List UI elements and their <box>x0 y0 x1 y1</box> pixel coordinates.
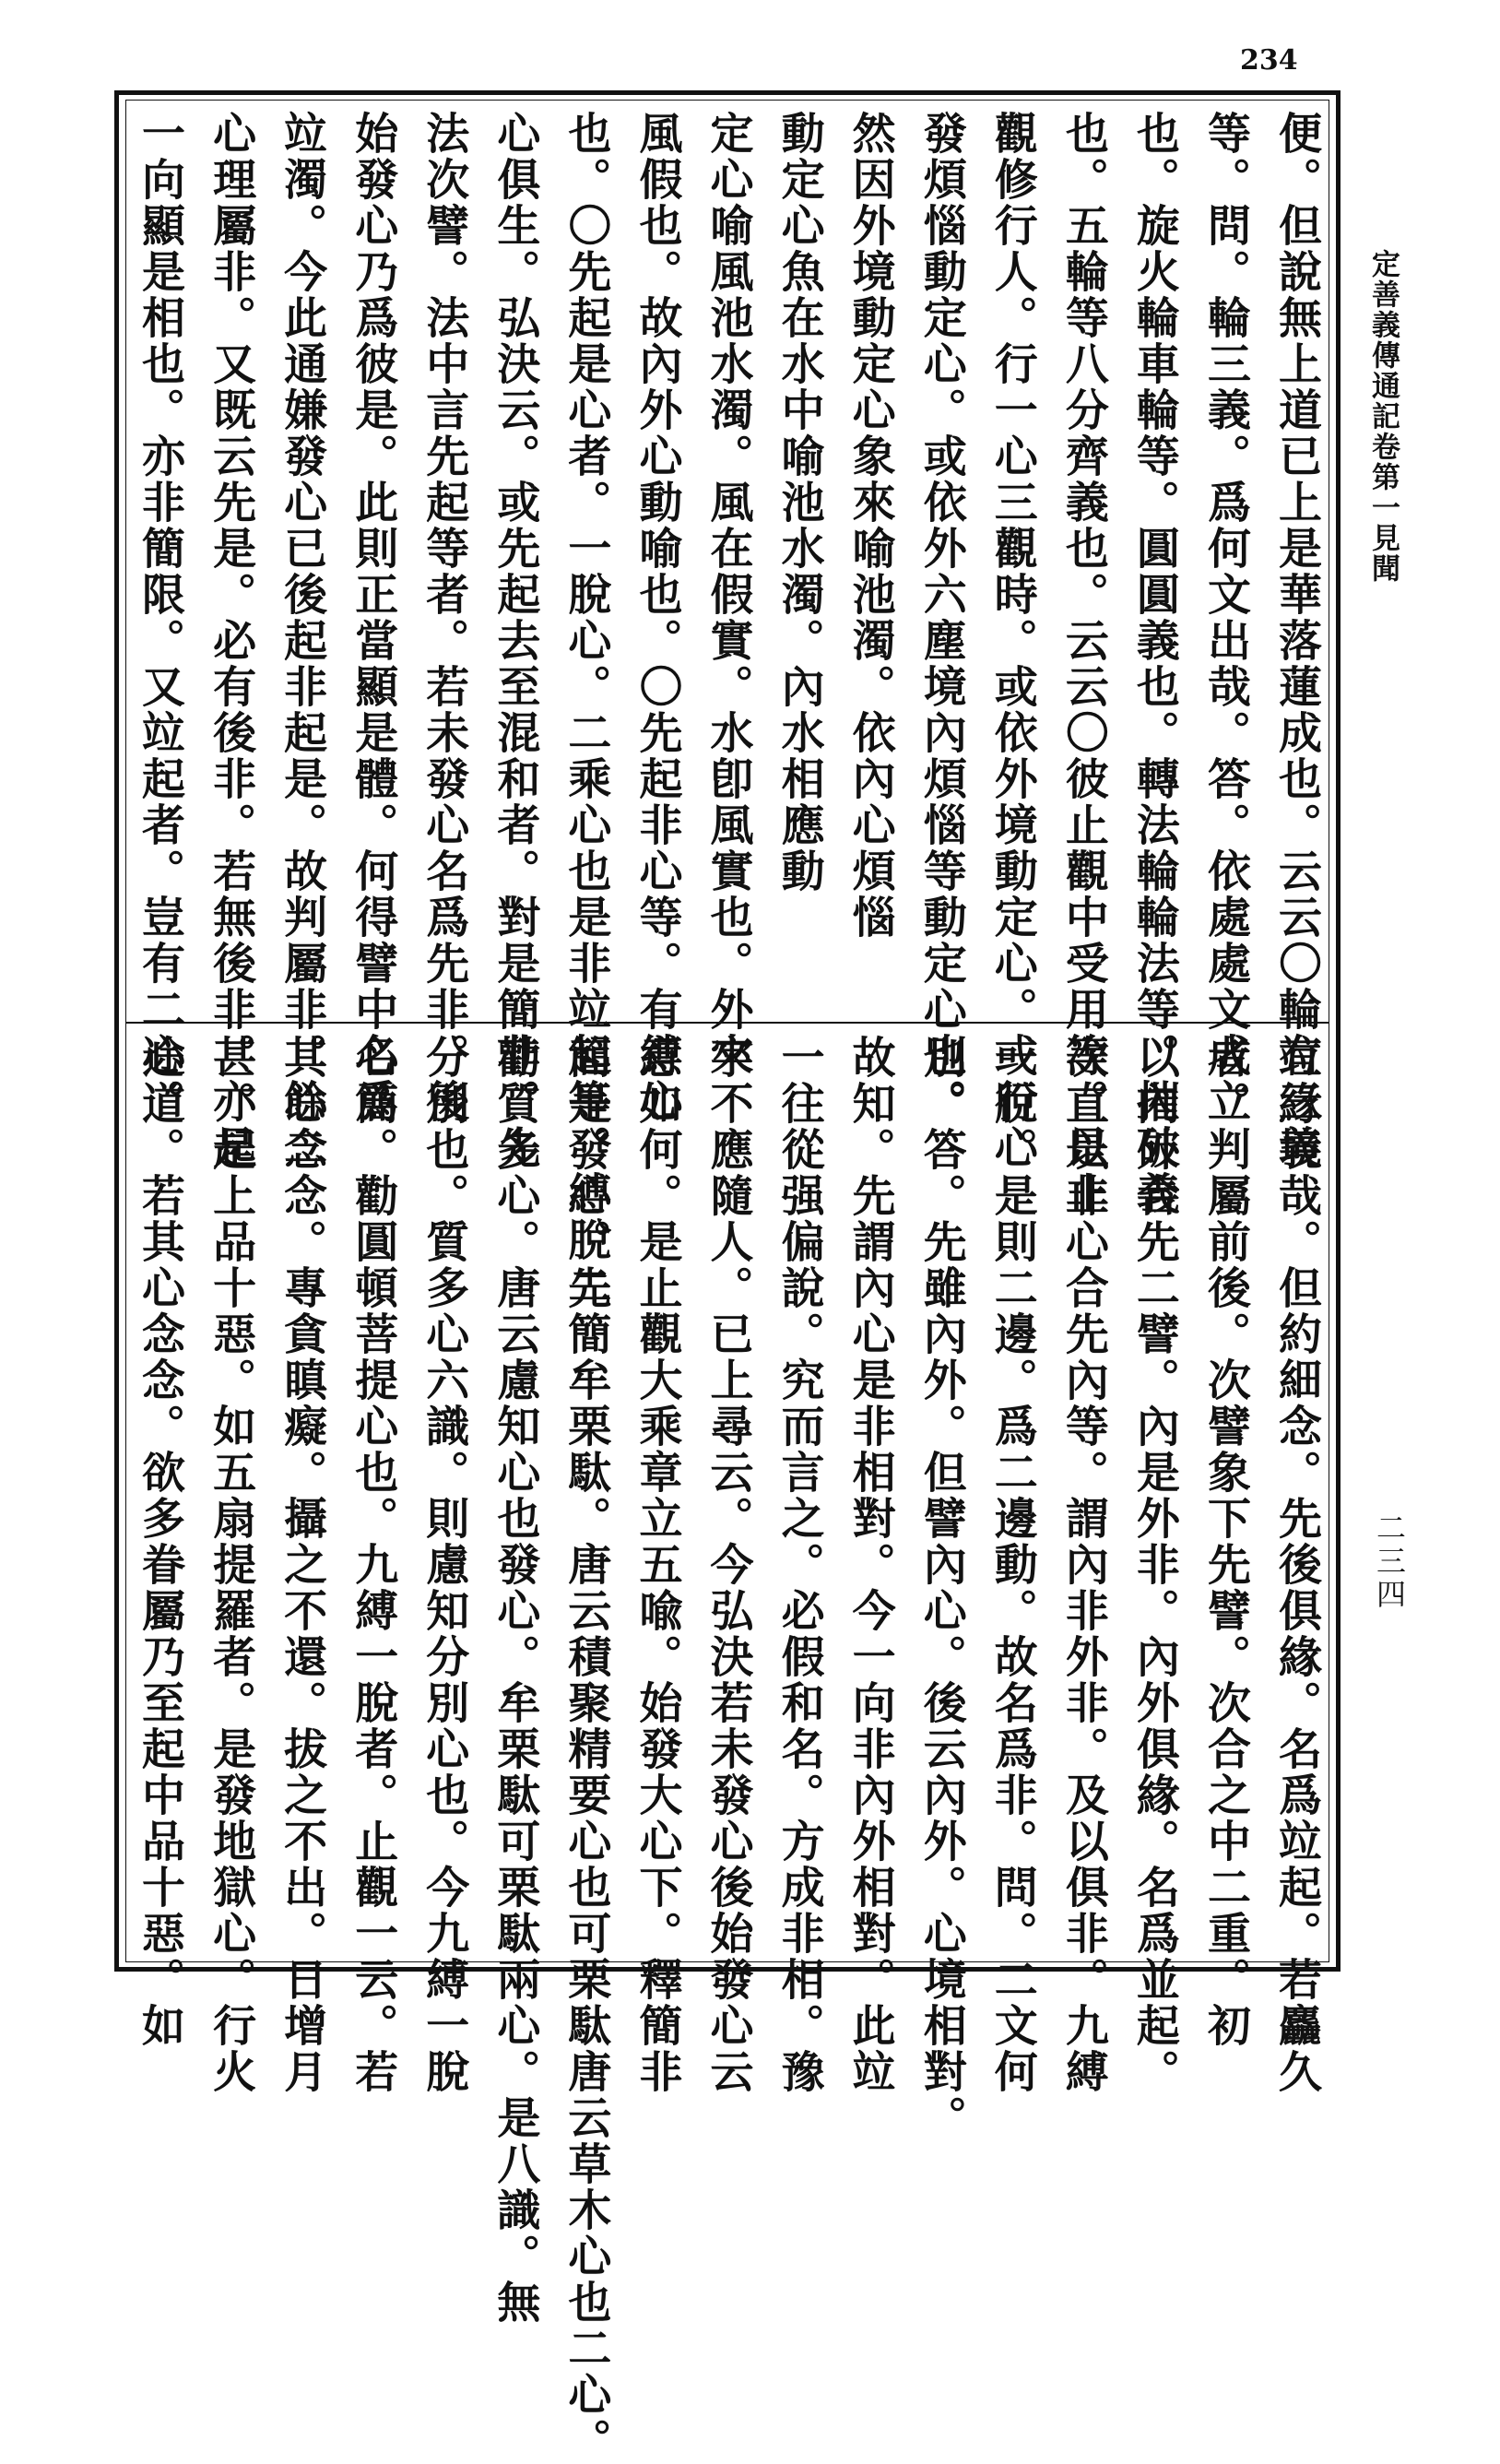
running-title: 定善義傳通記卷第一見聞 <box>1366 249 1400 584</box>
text-column: 竝濁。今此通嫌發心已後起非起是。故判屬非。餘二 <box>277 111 328 1171</box>
text-column: 觀修行人。行一心三觀時。或依外境動定心。或行心 <box>986 111 1038 1171</box>
text-column: 心俱生。弘決云。或先起去至混和者。對是簡非。先 <box>490 111 541 1171</box>
text-column: 竝緣境哉。但約細念。先後俱緣。名爲竝起。若麤久 <box>1271 1035 1322 2095</box>
page-number: 234 <box>1240 44 1298 77</box>
text-column: 字不應隨人。已上尋云。今弘決若未發心後始發心云 <box>703 1035 754 2095</box>
text-column: 一往從强偏說。究而言之。必假和名。方成非相。豫 <box>774 1035 825 2095</box>
text-column: 心簡。勸圓頓菩提心也。九縛一脫者。止觀一云。若 <box>348 1035 399 2095</box>
text-column: 勸質多心。唐云慮知心也發心。牟栗駄可栗駄兩心。是八識。無 <box>490 1035 541 2326</box>
text-column: 定心喻風池水濁。風在假實。水卽風實也。外來 <box>703 111 754 1079</box>
text-column: 也。〇先起是心者。一脫心。二乘心也是非竝起等。縛脫二 <box>561 111 612 1309</box>
text-column: 便。但說無上道已上是華落蓮成也。云云〇輪有三義 <box>1271 111 1322 1171</box>
text-column: 分別也。質多心六識。則慮知分別心也。今九縛一脫 <box>419 1035 470 2095</box>
text-column: 然因外境動定心象來喻池濁。依內心煩惱 <box>844 111 896 941</box>
text-column: 也。旋火輪車輪等。圓圓義也。轉法輪輪法等。摧破義 <box>1128 111 1180 1217</box>
text-column: 一脫。是則二邊。爲二邊動。故名爲非。問。二文何 <box>986 1035 1038 2095</box>
top-text-panel <box>135 111 1322 1309</box>
bottom-text-panel <box>135 1035 1322 2464</box>
text-column: 途道。若其心念念。欲多眷屬乃至起中品十惡。如 <box>135 1035 185 2049</box>
text-column: 意如何。是止觀大乘章立五喩。始發大心下。釋簡非 <box>632 1035 683 2095</box>
text-column: 也。五輪等八分齊義也。云云〇彼止觀中受用等。是止 <box>1057 111 1109 1217</box>
text-column: 動定心魚在水中喻池水濁。內水相應動 <box>774 111 825 894</box>
text-column: 以內外合先二譬。內是外非。內外俱緣。名爲並起。 <box>1128 1035 1180 2095</box>
page-number-kanji: 二三四 <box>1372 1512 1407 1612</box>
text-column: 故知。先謂內心是非相對。今一向非內外相對。此竝 <box>844 1035 896 2095</box>
text-column: 法次譬。法中言先起等者。若未發心名爲先非。後 <box>419 111 470 1125</box>
text-column: 心理屬非。又既云先是。必有後非。若無後非。亦是 <box>206 111 257 1171</box>
text-column: 發煩惱動定心。或依外六塵境內煩惱等動定心也。 <box>915 111 967 1125</box>
text-column: 風假也。故內外心動喻也。〇先起非心等。有縛心 <box>632 111 683 1125</box>
text-column: 別。答。先雖內外。但譬內心。後云內外。心境相對。 <box>915 1035 967 2141</box>
text-column: 甚。起上品十惡。如五扇提羅者。是發地獄心。行火 <box>206 1035 257 2095</box>
text-column: 始發心乃爲彼是。此則正當顯是體。何得譬中名爲 <box>348 111 399 1125</box>
text-column: 簡是發心。先簡牟栗駄。唐云積聚精要心也可栗駄唐云草木心也二心。 <box>561 1035 612 2464</box>
text-column: 者。判屬前後。次譬象下先譬。次合之中二重。初 <box>1199 1035 1251 2049</box>
text-column: 其心念念。專貪瞋癡。攝之不還。拔之不出。日增月 <box>277 1035 328 2095</box>
text-column: 一向顯是相也。亦非簡限。又竝起者。豈有二心。 <box>135 111 185 1125</box>
text-column: 等。問。輪三義。爲何文出哉。答。依處處文成立 <box>1199 111 1251 1125</box>
text-column: 次直以非心合先內等。謂內非外非。及以俱非。九縛 <box>1057 1035 1109 2095</box>
